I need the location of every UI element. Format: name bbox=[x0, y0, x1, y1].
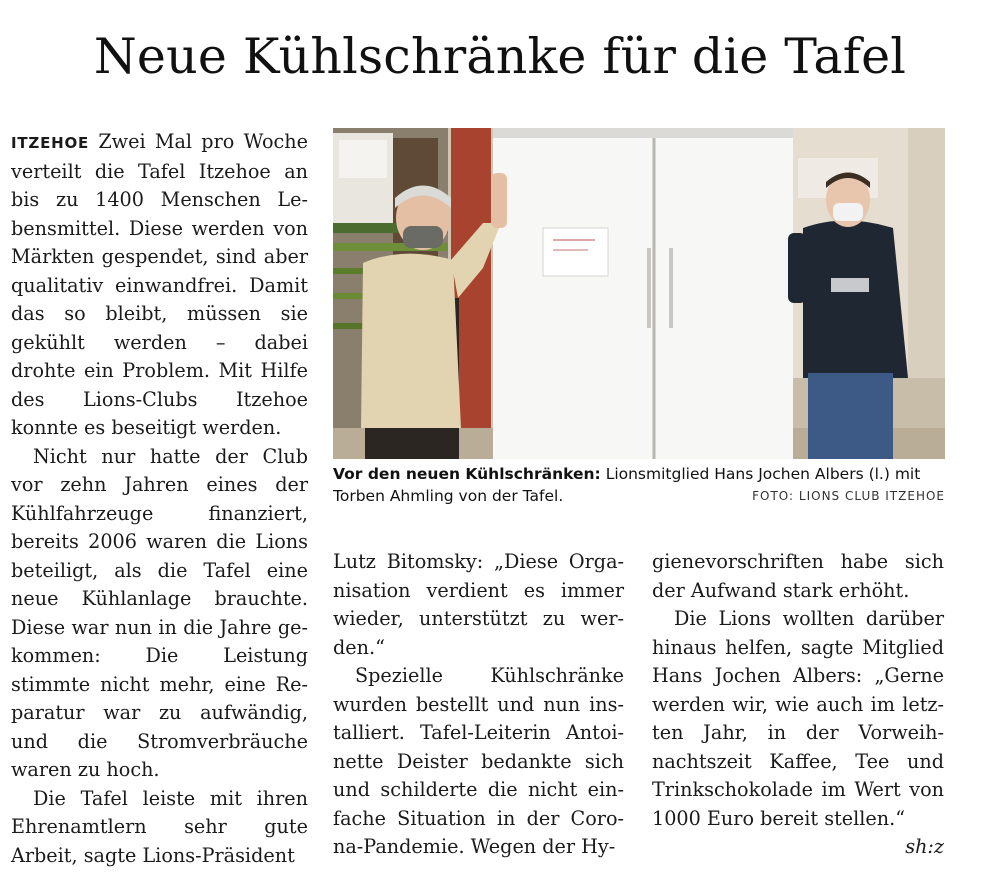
paragraph: Nicht nur hatte der Club vor zehn Jahren eines der Kühlfahrzeuge finanziert, bereits 2006 waren die Lions beteiligt, als die Tafel eine neue Kühlanlage brauchte. Diese war nun in die Jahre gekommen: Die Leistung stimmte nicht mehr, eine Reparatur war zu aufwändig, und die Stromverbräuche waren zu hoch. bbox=[11, 444, 308, 781]
paragraph: gienevorschriften habe sich der Aufwand stark erhöht. bbox=[652, 550, 944, 602]
photo-credit: FOTO: LIONS CLUB ITZEHOE bbox=[752, 489, 945, 503]
photo-caption bbox=[333, 463, 945, 507]
article-photo bbox=[333, 128, 945, 459]
author-signature: sh:z bbox=[905, 835, 944, 858]
article-column-2 bbox=[333, 548, 624, 862]
photo-illustration bbox=[333, 128, 945, 459]
paragraph: Lutz Bitomsky: „Diese Organisation verdient es immer wieder, unterstützt zu werden.“ bbox=[333, 550, 624, 659]
article-column-3 bbox=[652, 548, 944, 862]
dateline: ITZEHOE bbox=[11, 134, 90, 152]
article-column-1 bbox=[11, 128, 308, 870]
paragraph-text: Die Lions wollten darüber hinaus helfen, sagte Mitglied Hans Jochen Albers: „Gerne werden wir, wie auch im letzten Jahr, in der Vorweihnachtszeit Kaffee, Tee und Trinkschokolade im Wert von 1000 Euro bereit stellen.“ bbox=[652, 607, 944, 830]
paragraph bbox=[11, 128, 308, 443]
headline: Neue Kühlschränke für die Tafel bbox=[93, 28, 907, 85]
caption-text: Lionsmitglied Hans Jochen Albers (l.) mit Torben Ahmling von der Tafel. bbox=[333, 465, 921, 505]
paragraph: Spezielle Kühlschränke wurden bestellt und nun installiert. Tafel-Leiterin Antoinette Deister bedankte sich und schilderte die nicht einfache Situation in der Corona-Pandemie. Wegen der Hy- bbox=[333, 664, 624, 858]
paragraph-text: Zwei Mal pro Woche verteilt die Tafel Itzehoe an bis zu 1400 Menschen Lebensmittel. Diese werden von Märkten gespendet, sind aber qualitativ einwandfrei. Damit das so bleibt, müssen sie gekühlt werden – dabei drohte ein Problem. Mit Hilfe des Lions-Clubs Itzehoe konnte es beseitigt werden. bbox=[11, 130, 308, 439]
caption-lead: Vor den neuen Kühlschränken: bbox=[333, 465, 601, 483]
paragraph bbox=[652, 605, 944, 858]
paragraph: Die Tafel leiste mit ihren Ehrenamtlern sehr gute Arbeit, sagte Lions-Präsident bbox=[11, 786, 308, 867]
